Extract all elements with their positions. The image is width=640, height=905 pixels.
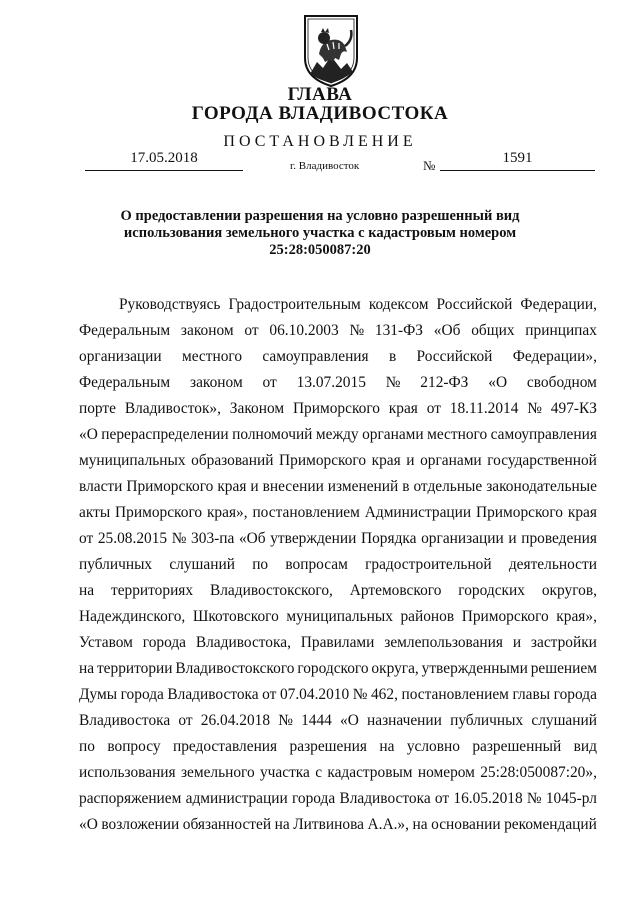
- body-line: [79, 812, 597, 838]
- body-word: и: [250, 478, 259, 495]
- body-word: вопросам: [285, 556, 348, 573]
- body-line: [79, 500, 597, 526]
- body-line: [79, 422, 597, 448]
- body-word: Уставом: [79, 634, 133, 651]
- document-date: 17.05.2018: [85, 150, 243, 171]
- document-subject: [110, 208, 530, 259]
- body-word: образований: [191, 452, 274, 469]
- body-word: вопросу: [107, 738, 161, 755]
- body-word: органами: [362, 426, 424, 443]
- body-word: края: [217, 478, 247, 495]
- body-word: муниципальных: [286, 608, 393, 625]
- body-line: [79, 344, 597, 370]
- body-word: края»,: [206, 504, 248, 521]
- body-word: города: [120, 686, 164, 703]
- document-number: 1591: [440, 150, 595, 171]
- body-word: в: [402, 478, 410, 495]
- body-word: 497-КЗ: [550, 400, 597, 417]
- body-word: 212-ФЗ: [420, 374, 469, 391]
- body-word: Российской: [436, 296, 513, 313]
- body-word: города: [291, 790, 336, 807]
- body-word: Владивостокского: [175, 660, 295, 677]
- body-word: решением: [530, 660, 597, 677]
- body-word: от: [262, 686, 277, 703]
- body-word: Федеральным: [79, 374, 171, 391]
- body-word: 1444: [301, 712, 332, 729]
- body-word: самоуправления: [262, 348, 369, 365]
- body-word: «О: [79, 816, 98, 833]
- body-word: города: [142, 634, 187, 651]
- body-word: Шкотовского: [192, 608, 279, 625]
- body-word: перераспределении: [101, 426, 229, 443]
- body-word: рекомендаций: [504, 816, 597, 833]
- body-line: [79, 708, 597, 734]
- body-word: самоуправления: [490, 426, 597, 443]
- body-word: по: [79, 738, 95, 755]
- body-word: «О: [488, 374, 508, 391]
- body-word: проведения: [521, 530, 597, 547]
- body-word: застройки: [530, 634, 597, 651]
- body-word: изменений: [327, 478, 399, 495]
- body-word: Приморского: [475, 504, 564, 521]
- body-word: на: [274, 816, 290, 833]
- body-word: публичных: [450, 712, 524, 729]
- body-word: «Об: [238, 530, 266, 547]
- body-word: Думы: [79, 686, 118, 703]
- subject-line: использования земельного участка с кадастровым номером: [123, 225, 517, 241]
- body-line: [79, 682, 597, 708]
- document-city: г. Владивосток: [290, 160, 360, 172]
- body-word: 25:28:050087:20»,: [480, 764, 597, 781]
- body-word: местного: [427, 426, 488, 443]
- body-word: администрации: [185, 790, 288, 807]
- body-word: власти: [79, 478, 123, 495]
- body-word: Российской: [416, 348, 493, 365]
- body-word: от: [178, 712, 193, 729]
- body-word: внесении: [262, 478, 324, 495]
- body-word: 1045-рл: [545, 790, 597, 807]
- body-word: Приморского: [292, 400, 380, 417]
- city-title: ГОРОДА ВЛАДИВОСТОКА: [191, 103, 449, 124]
- body-word: основании: [431, 816, 501, 833]
- body-word: Федерации»,: [512, 348, 597, 365]
- body-word: по: [252, 556, 269, 573]
- body-word: законом: [180, 322, 234, 339]
- body-word: Владивостока,: [195, 634, 291, 651]
- body-word: и: [512, 634, 522, 651]
- body-word: №: [527, 400, 542, 417]
- body-word: землепользования: [384, 634, 503, 651]
- body-word: №: [349, 322, 365, 339]
- body-word: Приморского: [279, 452, 367, 469]
- body-word: Владивостока: [167, 686, 259, 703]
- body-word: утвержденными: [421, 660, 528, 677]
- body-word: Приморского: [126, 478, 214, 495]
- body-word: в: [388, 348, 397, 365]
- body-word: Порядка: [360, 530, 417, 547]
- body-word: отдельные: [413, 478, 483, 495]
- document-type: ПОСТАНОВЛЕНИЕ: [223, 133, 417, 150]
- body-word: края: [388, 400, 418, 417]
- body-word: постановлением: [252, 504, 360, 521]
- body-line: [79, 526, 597, 552]
- body-word: округа,: [371, 660, 419, 677]
- body-line: [79, 318, 597, 344]
- body-word: 25.08.2015: [97, 530, 168, 547]
- body-word: на: [379, 738, 395, 755]
- body-word: «Об: [433, 322, 461, 339]
- body-word: общих: [471, 322, 515, 339]
- body-word: на: [79, 582, 95, 599]
- body-line: [79, 396, 597, 422]
- body-word: и: [508, 530, 517, 547]
- body-line: [79, 604, 597, 630]
- body-word: №: [385, 374, 401, 391]
- body-word: Владивостока: [79, 712, 171, 729]
- body-line: [79, 370, 597, 396]
- body-word: Руководствуясь: [119, 296, 221, 313]
- body-line: [79, 292, 597, 318]
- body-line: [79, 760, 597, 786]
- body-word: Федеральным: [79, 322, 171, 339]
- body-word: Владивостока: [339, 790, 431, 807]
- body-word: Федерации,: [520, 296, 597, 313]
- body-word: от: [434, 790, 450, 807]
- body-word: А.А.»,: [367, 816, 409, 833]
- body-word: округов,: [541, 582, 597, 599]
- body-word: от: [244, 322, 259, 339]
- subject-line: 25:28:050087:20: [269, 242, 371, 258]
- body-word: Владивостокского,: [209, 582, 333, 599]
- body-word: свободном: [526, 374, 597, 391]
- body-word: 26.04.2018: [200, 712, 271, 729]
- body-word: 06.10.2003: [269, 322, 339, 339]
- body-word: Надеждинского,: [79, 608, 186, 625]
- body-word: №: [526, 790, 542, 807]
- authority-title: ГЛАВА: [287, 84, 353, 105]
- body-word: Администрации: [364, 504, 472, 521]
- body-word: 131-ФЗ: [374, 322, 423, 339]
- body-word: 462,: [370, 686, 398, 703]
- body-word: от: [79, 530, 94, 547]
- body-word: возложении: [101, 816, 180, 833]
- body-word: использования: [79, 764, 176, 781]
- body-word: предоставления: [172, 738, 278, 755]
- body-word: территории: [96, 660, 173, 677]
- body-word: Владивосток»,: [124, 400, 221, 417]
- body-line: [79, 448, 597, 474]
- body-word: разрешения: [289, 738, 367, 755]
- body-word: кодексом: [368, 296, 429, 313]
- body-word: 18.11.2014: [449, 400, 519, 417]
- body-word: «О: [340, 712, 359, 729]
- body-word: номером: [417, 764, 475, 781]
- body-word: «О: [79, 426, 98, 443]
- body-word: обязанностей: [182, 816, 272, 833]
- body-word: порте: [79, 400, 116, 417]
- body-word: органами: [420, 452, 482, 469]
- body-word: градостроительной: [365, 556, 492, 573]
- body-word: с: [315, 764, 323, 781]
- body-word: постановлением: [401, 686, 509, 703]
- body-line: [79, 552, 597, 578]
- body-word: Литвинова: [293, 816, 364, 833]
- body-word: организации: [79, 348, 162, 365]
- body-word: распоряжением: [79, 790, 182, 807]
- body-word: Приморского: [461, 608, 549, 625]
- body-word: №: [278, 712, 293, 729]
- body-word: края: [371, 452, 401, 469]
- body-word: принципах: [525, 322, 597, 339]
- body-word: на: [79, 660, 95, 677]
- body-word: от: [426, 400, 441, 417]
- body-word: полномочий: [232, 426, 313, 443]
- body-word: края»,: [556, 608, 597, 625]
- body-word: 303-па: [191, 530, 235, 547]
- subject-line: О предоставлении разрешения на условно разрешенный вид: [120, 208, 520, 224]
- body-word: города: [553, 686, 597, 703]
- body-word: государственной: [487, 452, 597, 469]
- document-body: [79, 292, 597, 838]
- body-word: публичных: [79, 556, 153, 573]
- body-word: организации: [421, 530, 504, 547]
- body-word: законодательные: [486, 478, 597, 495]
- body-line: [79, 578, 597, 604]
- body-word: Градостроительным: [228, 296, 361, 313]
- body-line: [79, 734, 597, 760]
- body-word: муниципальных: [79, 452, 186, 469]
- body-word: Артемовского: [349, 582, 442, 599]
- body-word: слушаний: [531, 712, 597, 729]
- body-word: между: [315, 426, 359, 443]
- body-word: 07.04.2010: [279, 686, 350, 703]
- body-word: городского: [297, 660, 369, 677]
- body-word: местного: [181, 348, 243, 365]
- body-line: [79, 656, 597, 682]
- body-word: назначении: [367, 712, 442, 729]
- body-word: участка: [259, 764, 310, 781]
- body-word: №: [171, 530, 187, 547]
- body-word: слушаний: [169, 556, 235, 573]
- body-word: и: [406, 452, 415, 469]
- body-line: [79, 786, 597, 812]
- body-word: районов: [400, 608, 455, 625]
- body-word: деятельности: [508, 556, 597, 573]
- body-word: на: [412, 816, 428, 833]
- body-line: [79, 474, 597, 500]
- body-word: утверждении: [270, 530, 357, 547]
- body-word: городских: [458, 582, 525, 599]
- coat-of-arms-icon: [301, 14, 361, 88]
- body-line: [79, 630, 597, 656]
- body-word: акты: [79, 504, 111, 521]
- body-word: территориях: [110, 582, 194, 599]
- body-word: 16.05.2018: [453, 790, 523, 807]
- body-word: разрешенный: [472, 738, 562, 755]
- body-word: Законом: [229, 400, 285, 417]
- body-word: кадастровым: [327, 764, 413, 781]
- body-word: главы: [512, 686, 551, 703]
- body-word: от: [262, 374, 277, 391]
- body-word: Приморского: [115, 504, 203, 521]
- body-word: 13.07.2015: [296, 374, 366, 391]
- number-sign: №: [423, 158, 436, 173]
- body-word: Правилами: [300, 634, 375, 651]
- body-word: вид: [573, 738, 597, 755]
- body-word: условно: [406, 738, 460, 755]
- body-word: законом: [190, 374, 243, 391]
- body-word: края: [567, 504, 597, 521]
- body-word: №: [352, 686, 368, 703]
- body-word: земельного: [180, 764, 255, 781]
